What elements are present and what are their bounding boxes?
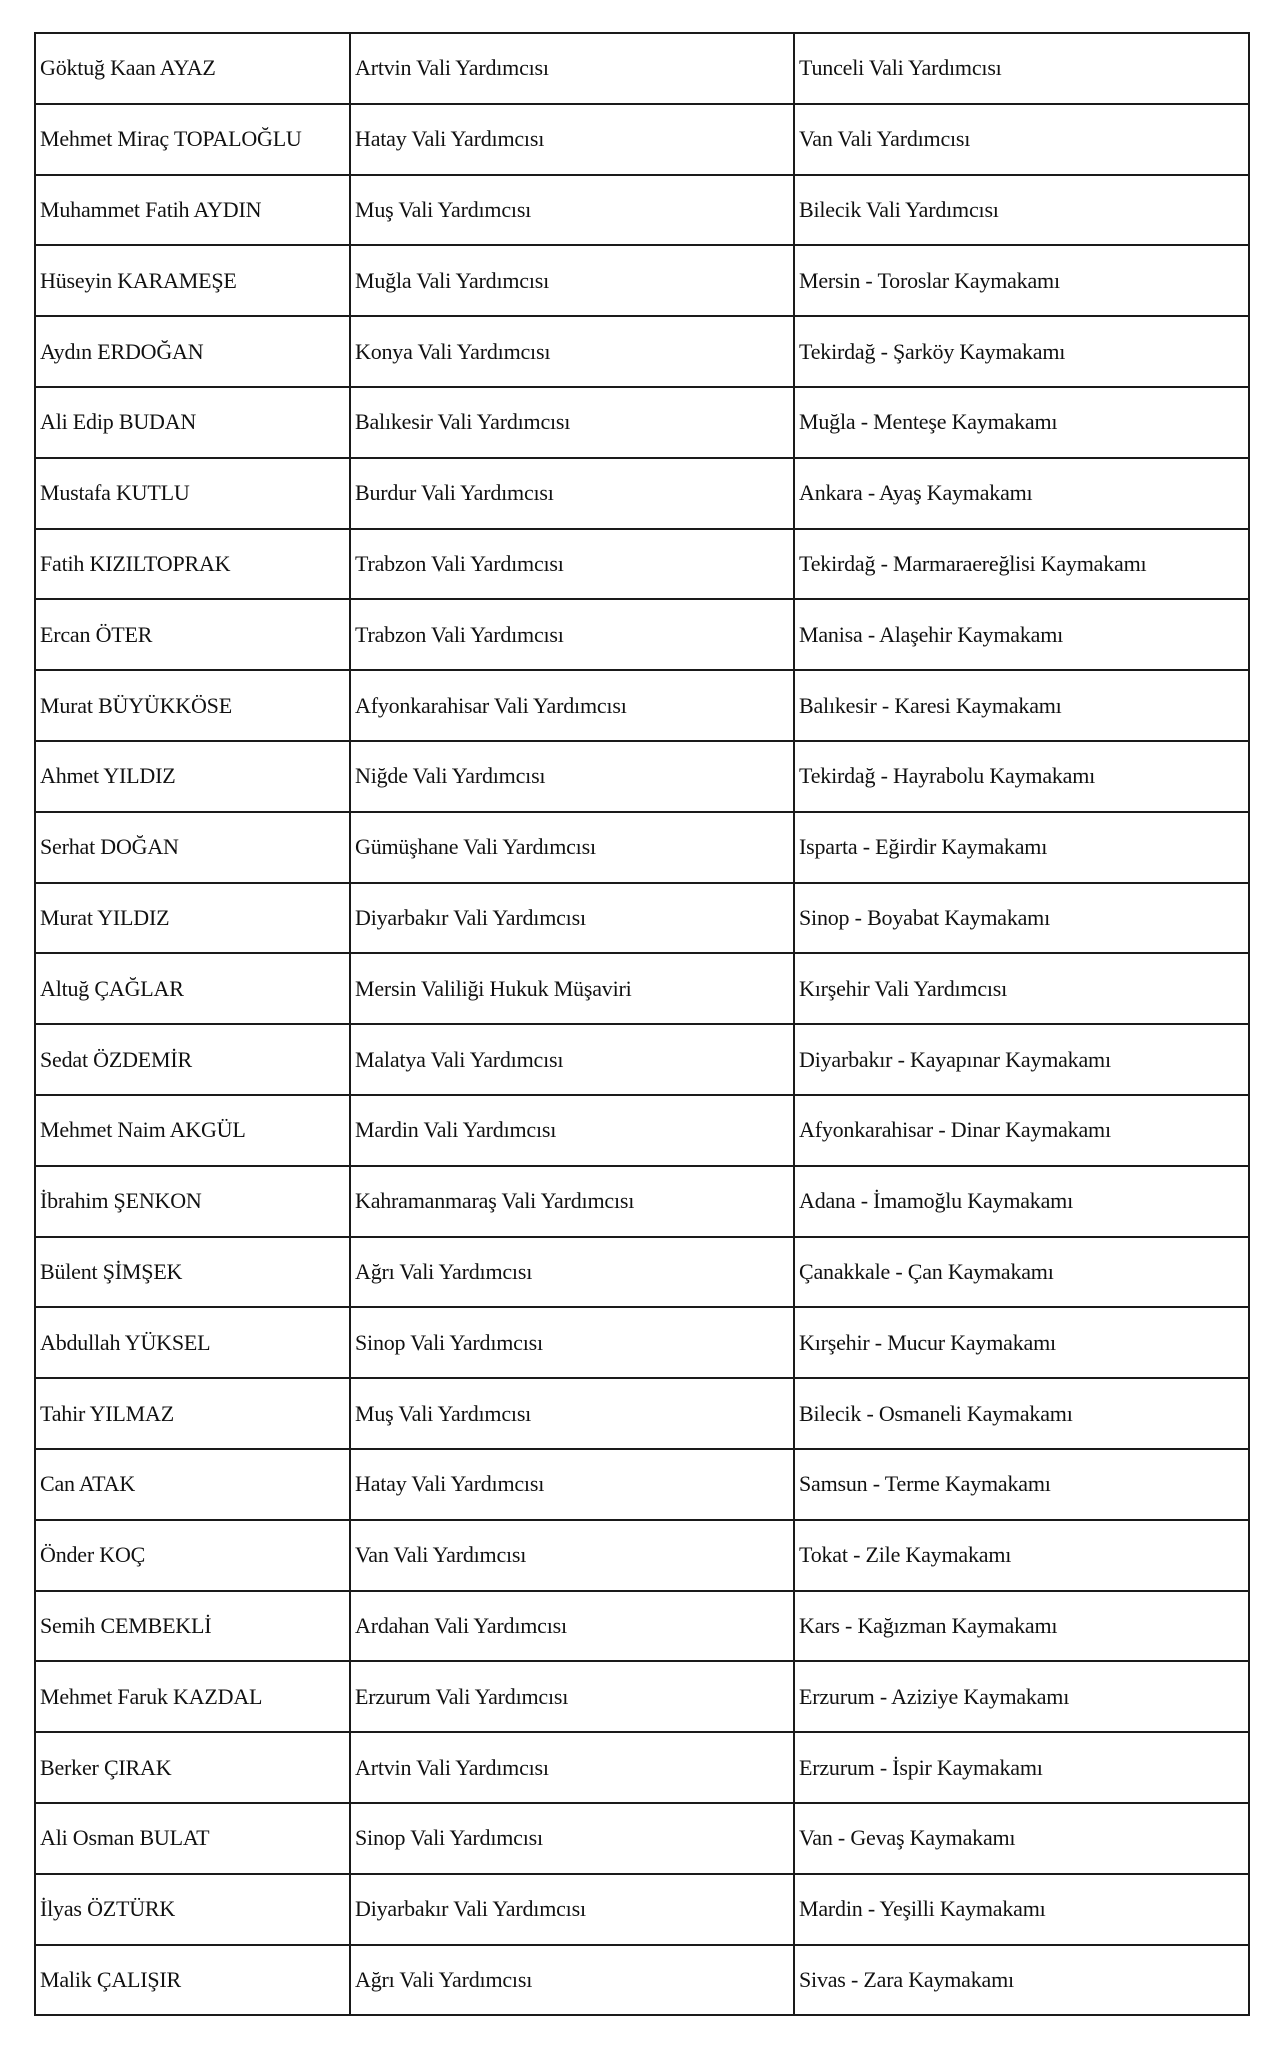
current-post-cell: Muş Vali Yardımcısı — [350, 1378, 794, 1449]
current-post-cell: Artvin Vali Yardımcısı — [350, 1732, 794, 1803]
person-name-cell: Malik ÇALIŞIR — [35, 1945, 350, 2016]
person-name-cell: Mehmet Miraç TOPALOĞLU — [35, 104, 350, 175]
person-name-cell: Mustafa KUTLU — [35, 458, 350, 529]
current-post-cell: Afyonkarahisar Vali Yardımcısı — [350, 670, 794, 741]
table-row — [35, 741, 1249, 812]
person-name-cell: Ercan ÖTER — [35, 599, 350, 670]
new-post-cell: Balıkesir - Karesi Kaymakamı — [794, 670, 1249, 741]
current-post-cell: Muş Vali Yardımcısı — [350, 175, 794, 246]
current-post-cell: Sinop Vali Yardımcısı — [350, 1803, 794, 1874]
person-name-cell: Serhat DOĞAN — [35, 812, 350, 883]
current-post-cell: Mersin Valiliği Hukuk Müşaviri — [350, 953, 794, 1024]
table-row — [35, 1520, 1249, 1591]
current-post-cell: Erzurum Vali Yardımcısı — [350, 1661, 794, 1732]
new-post-cell: Tekirdağ - Hayrabolu Kaymakamı — [794, 741, 1249, 812]
table-row — [35, 245, 1249, 316]
new-post-cell: Bilecik Vali Yardımcısı — [794, 175, 1249, 246]
current-post-cell: Ağrı Vali Yardımcısı — [350, 1945, 794, 2016]
table-row — [35, 1732, 1249, 1803]
table-row — [35, 175, 1249, 246]
new-post-cell: Isparta - Eğirdir Kaymakamı — [794, 812, 1249, 883]
new-post-cell: Kars - Kağızman Kaymakamı — [794, 1591, 1249, 1662]
person-name-cell: Fatih KIZILTOPRAK — [35, 529, 350, 600]
table-row — [35, 1803, 1249, 1874]
new-post-cell: Van Vali Yardımcısı — [794, 104, 1249, 175]
current-post-cell: Kahramanmaraş Vali Yardımcısı — [350, 1166, 794, 1237]
current-post-cell: Sinop Vali Yardımcısı — [350, 1307, 794, 1378]
table-row — [35, 1095, 1249, 1166]
person-name-cell: İbrahim ŞENKON — [35, 1166, 350, 1237]
current-post-cell: Ardahan Vali Yardımcısı — [350, 1591, 794, 1662]
table-row — [35, 33, 1249, 104]
table-row — [35, 458, 1249, 529]
table-row — [35, 1661, 1249, 1732]
new-post-cell: Tokat - Zile Kaymakamı — [794, 1520, 1249, 1591]
current-post-cell: Konya Vali Yardımcısı — [350, 316, 794, 387]
current-post-cell: Ağrı Vali Yardımcısı — [350, 1237, 794, 1308]
person-name-cell: Ali Edip BUDAN — [35, 387, 350, 458]
table-row — [35, 1874, 1249, 1945]
new-post-cell: Van - Gevaş Kaymakamı — [794, 1803, 1249, 1874]
person-name-cell: Göktuğ Kaan AYAZ — [35, 33, 350, 104]
person-name-cell: Muhammet Fatih AYDIN — [35, 175, 350, 246]
current-post-cell: Malatya Vali Yardımcısı — [350, 1024, 794, 1095]
new-post-cell: Kırşehir - Mucur Kaymakamı — [794, 1307, 1249, 1378]
new-post-cell: Tekirdağ - Marmaraereğlisi Kaymakamı — [794, 529, 1249, 600]
new-post-cell: Tunceli Vali Yardımcısı — [794, 33, 1249, 104]
new-post-cell: Erzurum - İspir Kaymakamı — [794, 1732, 1249, 1803]
person-name-cell: Mehmet Faruk KAZDAL — [35, 1661, 350, 1732]
current-post-cell: Diyarbakır Vali Yardımcısı — [350, 1874, 794, 1945]
table-row — [35, 1378, 1249, 1449]
appointments-table — [34, 32, 1250, 2016]
current-post-cell: Balıkesir Vali Yardımcısı — [350, 387, 794, 458]
current-post-cell: Hatay Vali Yardımcısı — [350, 1449, 794, 1520]
current-post-cell: Trabzon Vali Yardımcısı — [350, 599, 794, 670]
table-row — [35, 1024, 1249, 1095]
new-post-cell: Erzurum - Aziziye Kaymakamı — [794, 1661, 1249, 1732]
new-post-cell: Afyonkarahisar - Dinar Kaymakamı — [794, 1095, 1249, 1166]
new-post-cell: Samsun - Terme Kaymakamı — [794, 1449, 1249, 1520]
table-row — [35, 104, 1249, 175]
new-post-cell: Mersin - Toroslar Kaymakamı — [794, 245, 1249, 316]
current-post-cell: Diyarbakır Vali Yardımcısı — [350, 883, 794, 954]
table-row — [35, 670, 1249, 741]
current-post-cell: Gümüşhane Vali Yardımcısı — [350, 812, 794, 883]
new-post-cell: Kırşehir Vali Yardımcısı — [794, 953, 1249, 1024]
table-row — [35, 1449, 1249, 1520]
new-post-cell: Bilecik - Osmaneli Kaymakamı — [794, 1378, 1249, 1449]
person-name-cell: Altuğ ÇAĞLAR — [35, 953, 350, 1024]
table-row — [35, 812, 1249, 883]
table-row — [35, 953, 1249, 1024]
current-post-cell: Muğla Vali Yardımcısı — [350, 245, 794, 316]
person-name-cell: Önder KOÇ — [35, 1520, 350, 1591]
table-row — [35, 1237, 1249, 1308]
new-post-cell: Mardin - Yeşilli Kaymakamı — [794, 1874, 1249, 1945]
new-post-cell: Tekirdağ - Şarköy Kaymakamı — [794, 316, 1249, 387]
current-post-cell: Trabzon Vali Yardımcısı — [350, 529, 794, 600]
new-post-cell: Sinop - Boyabat Kaymakamı — [794, 883, 1249, 954]
table-row — [35, 1945, 1249, 2016]
new-post-cell: Muğla - Menteşe Kaymakamı — [794, 387, 1249, 458]
person-name-cell: Berker ÇIRAK — [35, 1732, 350, 1803]
new-post-cell: Ankara - Ayaş Kaymakamı — [794, 458, 1249, 529]
new-post-cell: Adana - İmamoğlu Kaymakamı — [794, 1166, 1249, 1237]
current-post-cell: Burdur Vali Yardımcısı — [350, 458, 794, 529]
new-post-cell: Sivas - Zara Kaymakamı — [794, 1945, 1249, 2016]
person-name-cell: Bülent ŞİMŞEK — [35, 1237, 350, 1308]
current-post-cell: Mardin Vali Yardımcısı — [350, 1095, 794, 1166]
current-post-cell: Artvin Vali Yardımcısı — [350, 33, 794, 104]
person-name-cell: Can ATAK — [35, 1449, 350, 1520]
person-name-cell: Semih CEMBEKLİ — [35, 1591, 350, 1662]
new-post-cell: Manisa - Alaşehir Kaymakamı — [794, 599, 1249, 670]
table-row — [35, 599, 1249, 670]
table-row — [35, 387, 1249, 458]
person-name-cell: Mehmet Naim AKGÜL — [35, 1095, 350, 1166]
table-row — [35, 1591, 1249, 1662]
table-row — [35, 529, 1249, 600]
table-row — [35, 316, 1249, 387]
table-row — [35, 1307, 1249, 1378]
person-name-cell: Sedat ÖZDEMİR — [35, 1024, 350, 1095]
person-name-cell: Abdullah YÜKSEL — [35, 1307, 350, 1378]
new-post-cell: Çanakkale - Çan Kaymakamı — [794, 1237, 1249, 1308]
person-name-cell: Tahir YILMAZ — [35, 1378, 350, 1449]
person-name-cell: Hüseyin KARAMEŞE — [35, 245, 350, 316]
appointments-table-body — [35, 33, 1249, 2015]
person-name-cell: Ali Osman BULAT — [35, 1803, 350, 1874]
new-post-cell: Diyarbakır - Kayapınar Kaymakamı — [794, 1024, 1249, 1095]
person-name-cell: Murat BÜYÜKKÖSE — [35, 670, 350, 741]
table-row — [35, 1166, 1249, 1237]
current-post-cell: Van Vali Yardımcısı — [350, 1520, 794, 1591]
person-name-cell: Ahmet YILDIZ — [35, 741, 350, 812]
current-post-cell: Niğde Vali Yardımcısı — [350, 741, 794, 812]
person-name-cell: Murat YILDIZ — [35, 883, 350, 954]
current-post-cell: Hatay Vali Yardımcısı — [350, 104, 794, 175]
table-row — [35, 883, 1249, 954]
person-name-cell: İlyas ÖZTÜRK — [35, 1874, 350, 1945]
person-name-cell: Aydın ERDOĞAN — [35, 316, 350, 387]
